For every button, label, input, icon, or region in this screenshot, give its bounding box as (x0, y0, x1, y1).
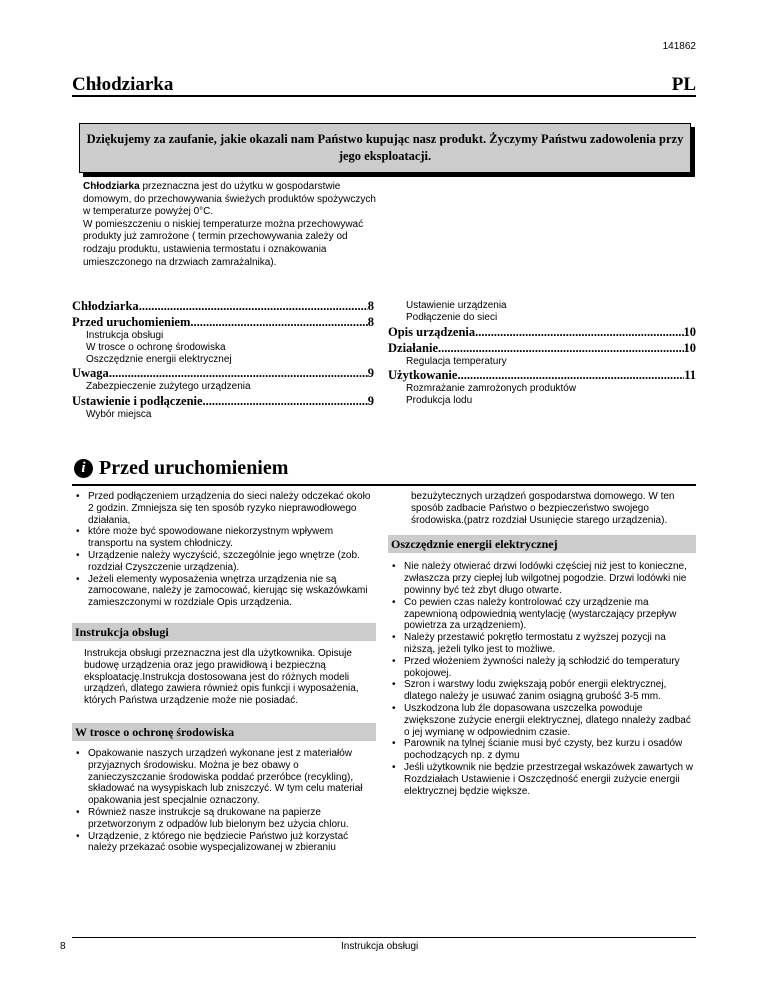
intro-paragraph-1: przeznaczna jest do użytku w gospodarstwie domowym, do przechowywania świeżych produktów spożywczych w temperaturze powyżej 0°C. (83, 181, 376, 218)
toc-entry (72, 298, 374, 314)
toc-leader-dots (139, 298, 368, 314)
toc-subentry: Wybór miejsca (86, 409, 152, 421)
toc-entry-title: Ustawienie i podłączenie (72, 394, 203, 409)
toc-leader-dots (438, 340, 684, 356)
table-of-contents-left (72, 298, 374, 421)
intro-text (83, 181, 383, 269)
toc-leader-dots (190, 314, 367, 330)
toc-entry-title: Opis urządzenia (388, 324, 476, 339)
toc-entry-title: Działanie (388, 340, 438, 355)
toc-entry-title: Przed uruchomieniem (72, 315, 191, 329)
toc-entry-title: Uwaga (72, 366, 109, 381)
toc-entry-title: Użytkowanie (388, 368, 458, 383)
list-item: • Jeśli użytkownik nie będzie przestrzegał wskazówek zawartych w Rozdziałach Ustawienie i Oszczędność energii zużycie energii elektrycznej będzie większe. (388, 762, 696, 797)
info-icon: i (74, 459, 93, 478)
list-item: • które może być spowodowane niekorzystnym wpływem transportu na system chłodniczy. (72, 526, 376, 550)
preparation-list (72, 491, 376, 609)
toc-entry (72, 393, 374, 409)
toc-entry-page: 10 (683, 340, 696, 355)
environment-list (72, 748, 376, 854)
environment-heading: W trosce o ochronę środowiska (72, 723, 376, 741)
toc-entry-page: 9 (367, 366, 374, 381)
toc-entry-page: 10 (683, 324, 696, 339)
energy-heading: Oszczędznie energii elektrycznej (388, 535, 696, 553)
toc-entry (388, 367, 696, 383)
toc-entry-page: 9 (367, 394, 374, 409)
footer-text: Instrukcja obsługi (341, 941, 419, 952)
list-item: • Parownik na tylnej ścianie musi być czysty, bez kurzu i osadów pochodzących np. z dymu (388, 738, 696, 762)
page-number: 8 (60, 941, 66, 952)
toc-subentry: Rozmrażanie zamrożonych produktów (406, 383, 577, 395)
toc-leader-dots (203, 393, 368, 409)
toc-entry-page: 8 (367, 315, 374, 329)
list-item: • Jeżeli elementy wyposażenia wnętrza urządzenia nie są zamocowane, należy je zamocować, kierując się wskazówkami zamieszczonymi w rozdziale Opis urządzenia. (72, 574, 376, 609)
list-item: • Opakowanie naszych urządzeń wykonane jest z materiałów przyjaznych środowisku. Można je bez obawy o zanieczyszczanie środowiska poddać przeróbce (recykling), składować na wysypiskach lub zniszczyć. W tym celu materiał opakowania jest specjalnie oznaczony. (72, 748, 376, 807)
toc-entry (388, 340, 696, 356)
instructions-heading: Instrukcja obsługi (72, 623, 376, 641)
section-title: Przed uruchomieniem (99, 457, 289, 479)
list-item: • Również nasze instrukcje są drukowane na papierze przetworzonym z odpadów lub bielonym bez użycia chloru. (72, 807, 376, 831)
toc-leader-dots (109, 365, 368, 381)
toc-subentry: Produkcja lodu (406, 395, 473, 407)
toc-subentry: Podłączenie do sieci (406, 311, 498, 323)
footer-rule (72, 937, 696, 938)
list-item: • Przed podłączeniem urządzenia do sieci należy odczekać około 2 godzin. Zmniejsza się ten sposób ryzyko nieprawodłowego działania, (72, 491, 376, 526)
toc-subentry: Zabezpieczenie zużytego urządzenia (86, 381, 251, 393)
environment-text-continued: bezużytecznych urządzeń gospodarstwa domowego. W ten sposób zadbacie Państwo o bezpieczeństwo swojego środowiska.(patrz rozdział Usunięcie starego urządzenia). (411, 491, 675, 526)
toc-leader-dots (475, 324, 683, 340)
toc-entry (388, 324, 696, 340)
toc-subentry: W trosce o ochronę środowiska (86, 341, 226, 353)
list-item: • Urządzenie należy wyczyścić, szczególnie jego wnętrze (zob. rozdział Czyszczenie urządzenia). (72, 550, 376, 574)
page-title: Chłodziarka (72, 74, 174, 95)
intro-paragraph-2: W pomieszczeniu o niskiej temperaturze można przechowywać produkty już zamrożone ( termin przechowywania zależy od rodzaju produktu, ustawienia termostatu i oznakowania umieszczonego na drzwiach zamrażalnika). (83, 218, 364, 268)
list-item: • Uszkodzona lub źle dopasowana uszczelka powoduje zwiększone zużycie energii elektrycznej, dlatego nnależy zadbać o jej wymianę w odpowiednim czasie. (388, 703, 696, 738)
section-header (72, 458, 696, 486)
instructions-text: Instrukcja obsługi przeznaczna jest dla użytkownika. Opisuje budowę urządzenia oraz jego prawidłową i bezpieczną eksploatację.Instrukcja dostosowana jest do różnych modeli urządzeń, dlatego zawiera również opis funkcji i wyposażenia, których Państwa urządzenie może nie posiadać. (84, 647, 359, 707)
list-item: • Co pewien czas należy kontrolować czy urządzenie ma zapewnioną odpowiednią wentylację (wystarczający przepływ powietrza za urządzeniem). (388, 597, 696, 632)
thank-you-box: Dziękujemy za zaufanie, jakie okazali nam Państwo kupując nasz produkt. Życzymy Państwu zadowolenia przy jego eksploatacji. (79, 123, 691, 173)
toc-entry-page: 8 (367, 299, 374, 313)
page-header (72, 71, 696, 97)
list-item: • Należy przestawić pokrętło termostatu z wyższej pozycji na niższą, jeżeli tylko jest to możliwe. (388, 632, 696, 656)
list-item: • Urządzenie, z którego nie będziecie Państwo już korzystać należy przekazać osobie wyspecjalizowanej w zbieraniu (72, 831, 376, 855)
toc-subentry: Ustawienie urządzenia (406, 300, 507, 311)
intro-bold-term: Chłodziarka (83, 181, 140, 192)
table-of-contents-right (388, 300, 696, 407)
list-item: • Szron i warstwy lodu zwiększają pobór energii elektrycznej, dlatego należy je usuwać zanim osiągną grubość 3-5 mm. (388, 679, 696, 703)
toc-entry-page: 11 (684, 368, 696, 383)
right-column (388, 491, 696, 797)
toc-subentry: Instrukcja obsługi (86, 330, 164, 341)
document-number: 141862 (662, 41, 696, 52)
language-code: PL (671, 74, 696, 95)
toc-leader-dots (457, 367, 684, 383)
toc-entry (72, 365, 374, 381)
list-item: • Nie należy otwierać drzwi lodówki częściej niż jest to konieczne, zwłaszcza przy ciepłej lub wilgotnej pogodzie. Drzwi lodówki nie powinny być też zbyt długo otwarte. (388, 561, 696, 596)
toc-entry-title: Chłodziarka (72, 299, 139, 313)
list-item: • Przed włożeniem żywności należy ją schłodzić do temperatury pokojowej. (388, 656, 696, 680)
toc-subentry: Regulacja temperatury (406, 355, 507, 367)
toc-entry (72, 314, 374, 330)
toc-subentry: Oszczędznie energii elektrycznej (86, 353, 232, 365)
energy-list (388, 561, 696, 797)
left-column (72, 491, 376, 854)
